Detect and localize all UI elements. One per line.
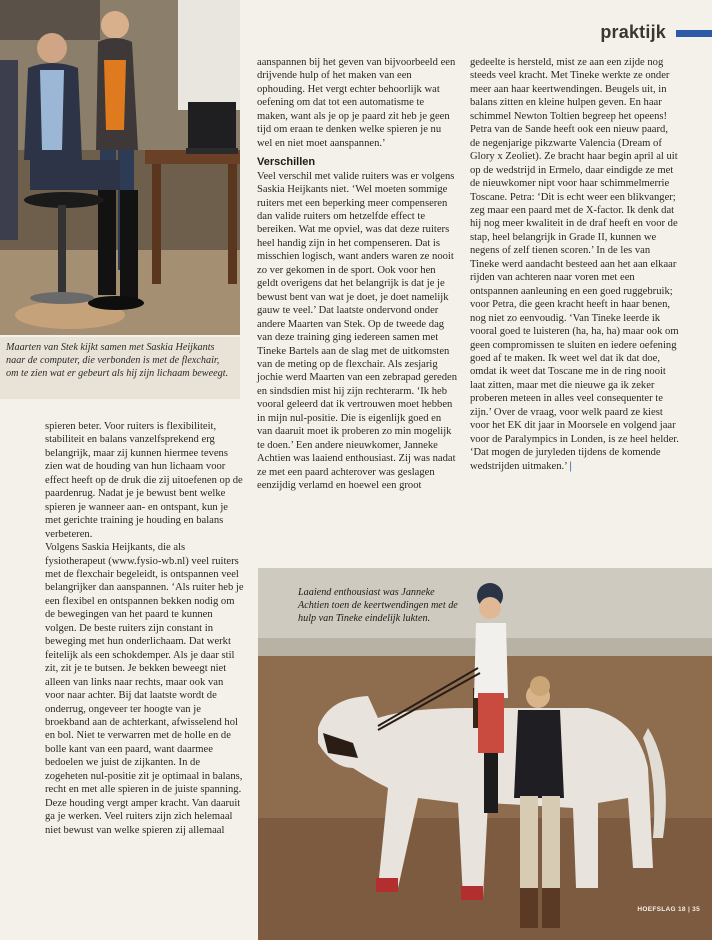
end-mark: | bbox=[569, 460, 572, 472]
photo-flexchair-session bbox=[0, 0, 240, 335]
subheading: Verschillen bbox=[257, 156, 316, 169]
paragraph bbox=[470, 123, 680, 473]
paragraph: gedeelte is hersteld, mist ze aan een zijde nog steeds veel kracht. Met Tineke werkte ze onder meer aan haar keertwendingen. Beugels uit, in balans zitten en kleine hulpen geven. En haar schimmel Newton Toltien begreep het opeens! bbox=[470, 57, 670, 122]
paragraph: spieren beter. Voor ruiters is flexibiliteit, stabiliteit en balans vanzelfsprekend erg belangrijk, maar zij kunnen hiermee tevens zien wat de houding van hun lichaam voor effect heeft op de druk die zij uitoefenen op de paardenrug. Nadat je je bewust bent welke spieren je wanneer aan- en ontspant, kun je met gerichte training je houding en balans verbeteren. bbox=[45, 421, 243, 540]
paragraph: Veel verschil met valide ruiters was er volgens Saskia Heijkants niet. ‘Wel moeten sommige ruiters met een beperking meer compenseren dan valide ruiters om hetzelfde effect te bereiken. Wat me opviel, was dat deze ruiters heel handig zijn in het compenseren. Dat is misschien logisch, want anders waren ze nooit zo ver gekomen in de sport. Ook voor hen geldt overigens dat het belangrijk is dat je je bewust bent van wat je doet, je doet namelijk gauw te veel.’ Dat laatste ondervond onder andere Maarten van Stek. Op de tweede dag van deze training ging iedereen samen met Tineke Bartels aan de slag met de uitkomsten van de meting op de flexchair. Als zesjarig jochie werd Maarten van een zebrapad gereden en sindsdien mist hij zijn rechterarm. ‘Ik heb vooral geleerd dat ik vertrouwen moet hebben in mijn nul-positie. Die is eigenlijk goed en van daaruit moet ik proberen zo min mogelijk te doen.’ Een andere nieuwkomer, Janneke Achtien was laaiend enthousiast. Zij was nadat ze met een paard achterover was geslagen eenzijdig verlamd en hoewel een groot bbox=[257, 170, 457, 492]
photo-caption-top: Maarten van Stek kijkt samen met Saskia Heijkants naar de computer, die verbonden is met de flexchair, om te zien wat er gebeurt als hij zijn lichaam beweegt. bbox=[0, 337, 240, 399]
paragraph: Volgens Saskia Heijkants, die als fysiotherapeut (www.fysio-wb.nl) veel ruiters met de flexchair begeleidt, is ontspannen veel belangrijker dan aanspannen. ‘Als ruiter heb je een flexibel en ontspannen bekken nodig om de bewegingen van het paard te kunnen volgen. De beste ruiters zijn constant in beweging met hun onderlichaam. Dat werkt feitelijk als een schokdemper. Als je daar stil zit, zit je te butsen. Je bekken beweegt niet alleen van links naar rechts, maar ook van voor naar achter. Bij dat laatste wordt de onderrug, ongeveer ter hoogte van je broekband aan de achterkant, afwisselend hol en bol. Niet te verwarren met de holle en de bolle kant van een paard, want daarmee bedoelen we juist de zijkanten. In de zogeheten nul-positie zit je optimaal in balans, recht en met alle spieren in de juiste spanning. Deze houding vergt amper kracht. Van daaruit ga je werken. Veel ruiters zijn zich helemaal niet bewust van welke spieren zij allemaal bbox=[45, 542, 244, 836]
section-accent-bar bbox=[676, 30, 712, 37]
text-column-2 bbox=[257, 56, 457, 493]
paragraph: aanspannen bij het geven van bijvoorbeeld een drijvende hulp of het maken van een ophouding. Het vergt echter behoorlijk wat oefening om dat tot een automatisme te maken, want als je op je paard zit heb je geen tijd om eraan te denken welke spieren je nu wel en niet moet aanspannen.’ bbox=[257, 57, 456, 149]
photo-flexchair-illustration bbox=[0, 0, 240, 335]
section-label: praktijk bbox=[600, 22, 666, 42]
paragraph-text: Petra van de Sande heeft ook een nieuw paard, de negenjarige pikzwarte Valencia (Dream of Glory x Zeoliet). Ze bracht haar begin april al uit op de wedstrijd in Ermelo, daar eindigde ze met de nieuwkomer nipt voor haar schimmelmerrie Toscane. Petra: ‘Dit is echt weer een blikvanger; zeg maar een paard met de X-factor. Ik denk dat hij nog meer kwaliteit in de draf heeft en voor de stap, heel belangrijk in Grade II, kunnen we negens of zelf tienen scoren.’ In de les van Tineke werd aandacht besteed aan het aan elkaar rijden van achteren naar voren met een ontspannen aanleuning en een goed ruggebruik; voor Petra, die geen kracht heeft in haar benen, nog niet zo eenvoudig. ‘Van Tineke leerde ik vooral goed te luisteren (ha, ha, ha) maar ook om geen compromissen te sluiten en iedere oefening goed af te maken. Ik weet wel dat ik dat doe, omdat ik weet dat Toscane me in de ring nooit laat zitten, maar met die nieuwe ga ik zeker proberen meteen in alles veel consequenter te zijn.’ Over de vraag, voor welk paard ze kiest voor het EK dit jaar in Moorsele en volgend jaar voor de Paralympics in Londen, is ze heel helder. ‘Dat mogen de juryleden tijdens de komende wedstrijden uitmaken.’ bbox=[470, 124, 679, 472]
photo-caption-bottom: Laaiend enthousiast was Janneke Achtien toen de keertwendingen met de hulp van Tineke eindelijk lukten. bbox=[298, 587, 458, 624]
text-column-1 bbox=[45, 420, 245, 837]
page-footer: HOEFSLAG 18 | 35 bbox=[637, 906, 700, 913]
text-column-3 bbox=[470, 56, 680, 473]
